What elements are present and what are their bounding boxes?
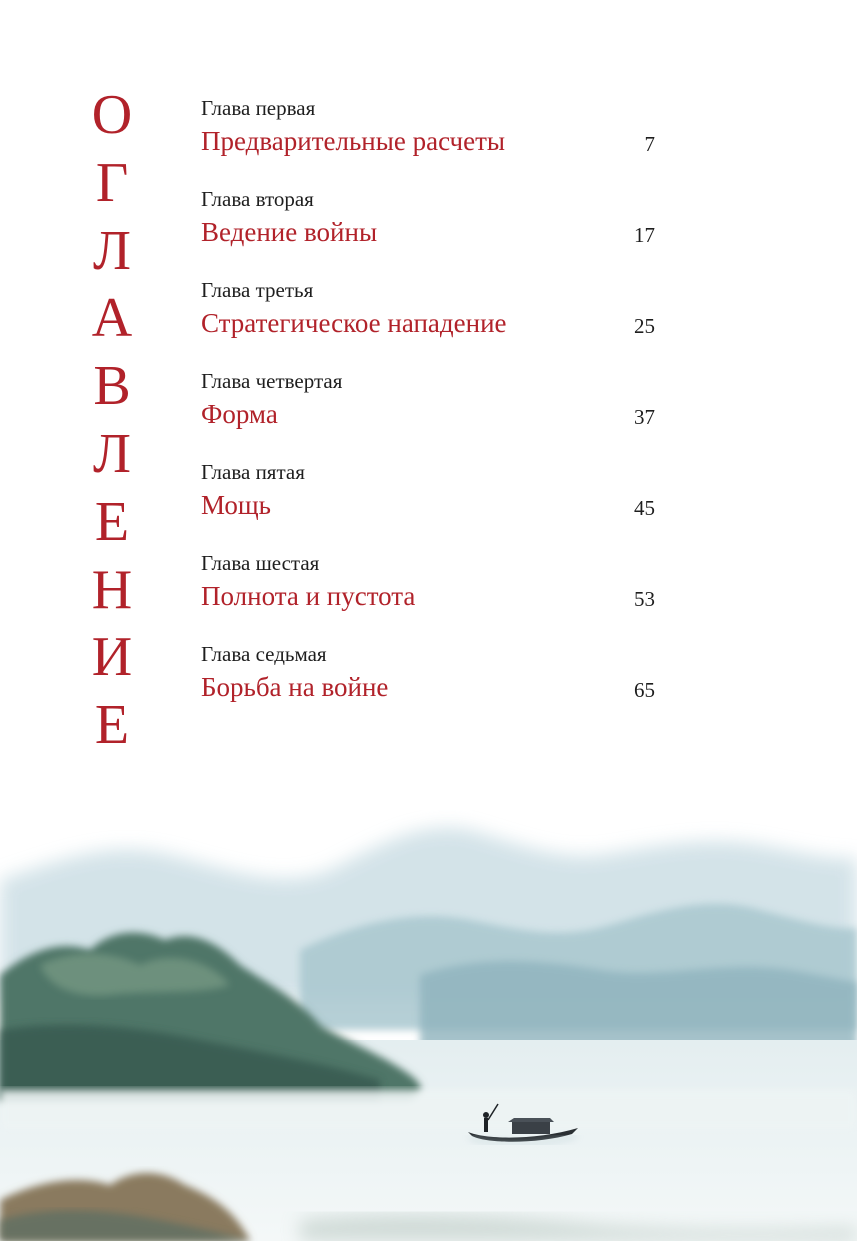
page-title-vertical bbox=[80, 82, 144, 760]
title-letter: Е bbox=[94, 694, 130, 757]
chapter-label: Глава четвертая bbox=[201, 369, 343, 393]
chapter-label: Глава седьмая bbox=[201, 642, 327, 666]
title-letter: Г bbox=[95, 151, 129, 214]
toc-entry[interactable] bbox=[201, 642, 657, 733]
chapter-title[interactable]: Мощь bbox=[201, 490, 271, 520]
chapter-page-number: 65 bbox=[634, 678, 655, 702]
title-letter: Л bbox=[93, 219, 131, 282]
chapter-page-number: 37 bbox=[634, 405, 655, 429]
title-letter: Е bbox=[94, 490, 130, 553]
title-letter: В bbox=[93, 355, 131, 418]
chapter-page-number: 17 bbox=[634, 223, 655, 247]
title-letter: Л bbox=[93, 422, 131, 485]
toc-entry[interactable] bbox=[201, 96, 657, 187]
chapter-page-number: 7 bbox=[644, 132, 655, 156]
chapter-label: Глава первая bbox=[201, 96, 316, 120]
chapter-page-number: 25 bbox=[634, 314, 655, 338]
toc-entry[interactable] bbox=[201, 278, 657, 369]
chapter-title[interactable]: Борьба на войне bbox=[201, 672, 389, 702]
toc-entry[interactable] bbox=[201, 369, 657, 460]
chapter-label: Глава третья bbox=[201, 278, 314, 302]
title-letter: И bbox=[91, 626, 133, 689]
toc-entry[interactable] bbox=[201, 187, 657, 278]
toc-entry[interactable] bbox=[201, 460, 657, 551]
table-of-contents bbox=[201, 96, 657, 733]
chapter-label: Глава пятая bbox=[201, 460, 305, 484]
chapter-title[interactable]: Ведение войны bbox=[201, 217, 378, 247]
toc-entry[interactable] bbox=[201, 551, 657, 642]
title-letter: Н bbox=[91, 558, 133, 621]
chapter-page-number: 53 bbox=[634, 587, 655, 611]
watercolor-landscape-illustration bbox=[0, 800, 857, 1241]
chapter-page-number: 45 bbox=[634, 496, 655, 520]
chapter-title[interactable]: Предварительные расчеты bbox=[201, 126, 506, 156]
title-letter: А bbox=[91, 287, 133, 350]
chapter-title[interactable]: Форма bbox=[201, 399, 278, 429]
chapter-title[interactable]: Стратегическое нападение bbox=[201, 308, 507, 338]
chapter-label: Глава шестая bbox=[201, 551, 320, 575]
title-letter: О bbox=[91, 84, 133, 146]
chapter-label: Глава вторая bbox=[201, 187, 314, 211]
chapter-title[interactable]: Полнота и пустота bbox=[201, 581, 416, 611]
